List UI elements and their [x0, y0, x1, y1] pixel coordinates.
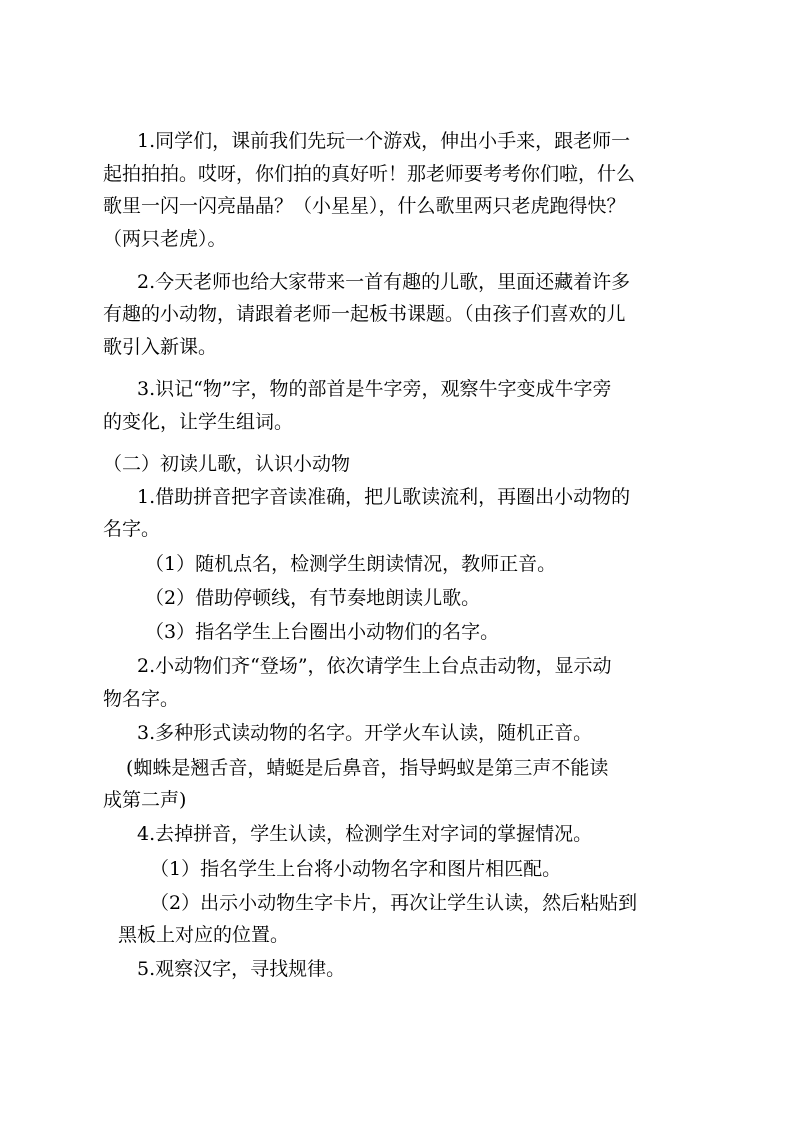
paragraph-3-line-2: 的变化，让学生组词。 [103, 411, 294, 433]
step-2-line-2: 物名字。 [103, 688, 180, 710]
section-heading: （二）初读儿歌，认识小动物 [103, 453, 351, 475]
step-1-sub-2: （2）借助停顿线，有节奏地朗读儿歌。 [145, 587, 481, 609]
step-1-line-2: 名字。 [103, 518, 161, 540]
step-1-sub-1: （1）随机点名，检测学生朗读情况，教师正音。 [145, 553, 557, 575]
step-4-line-1: 4.去掉拼音，学生认读，检测学生对字词的掌握情况。 [137, 823, 593, 845]
step-4-sub-2-line-2: 黑板上对应的位置。 [118, 924, 290, 946]
step-1-line-1: 1.借助拼音把字音读准确，把儿歌读流利，再圈出小动物的 [137, 486, 631, 508]
paragraph-1-line-3: 歌里一闪一闪亮晶晶？（小星星），什么歌里两只老虎跑得快？ [103, 195, 626, 217]
paragraph-1-line-1: 1.同学们，课前我们先玩一个游戏，伸出小手来，跟老师一 [137, 130, 631, 152]
paragraph-2-line-3: 歌引入新课。 [103, 336, 218, 358]
step-4-sub-1: （1）指名学生上台将小动物名字和图片相匹配。 [150, 858, 562, 880]
paragraph-1-line-2: 起拍拍拍。哎呀，你们拍的真好听！那老师要考考你们啦，什么 [103, 163, 636, 185]
paragraph-2-line-1: 2.今天老师也给大家带来一首有趣的儿歌，里面还藏着许多 [137, 271, 631, 293]
step-3-note-line-1: (蜘蛛是翘舌音，蜻蜓是后鼻音，指导蚂蚁是第三声不能读 [126, 757, 609, 779]
step-5-line-1: 5.观察汉字，寻找规律。 [137, 958, 346, 980]
paragraph-3-line-1: 3.识记“物”字，物的部首是牛字旁，观察牛字变成牛字旁 [137, 378, 612, 400]
step-1-sub-3: （3）指名学生上台圈出小动物们的名字。 [145, 621, 500, 643]
step-2-line-1: 2.小动物们齐“登场”，依次请学生上台点击动物，显示动 [137, 655, 612, 677]
paragraph-2-line-2: 有趣的小动物，请跟着老师一起板书课题。（由孩子们喜欢的儿 [103, 303, 626, 325]
step-3-line-1: 3.多种形式读动物的名字。开学火车认读，随机正音。 [137, 722, 593, 744]
paragraph-1-line-4: （两只老虎）。 [103, 228, 227, 250]
step-3-note-line-2: 成第二声) [103, 789, 187, 811]
step-4-sub-2-line-1: （2）出示小动物生字卡片，再次让学生认读，然后粘贴到 [150, 892, 638, 914]
